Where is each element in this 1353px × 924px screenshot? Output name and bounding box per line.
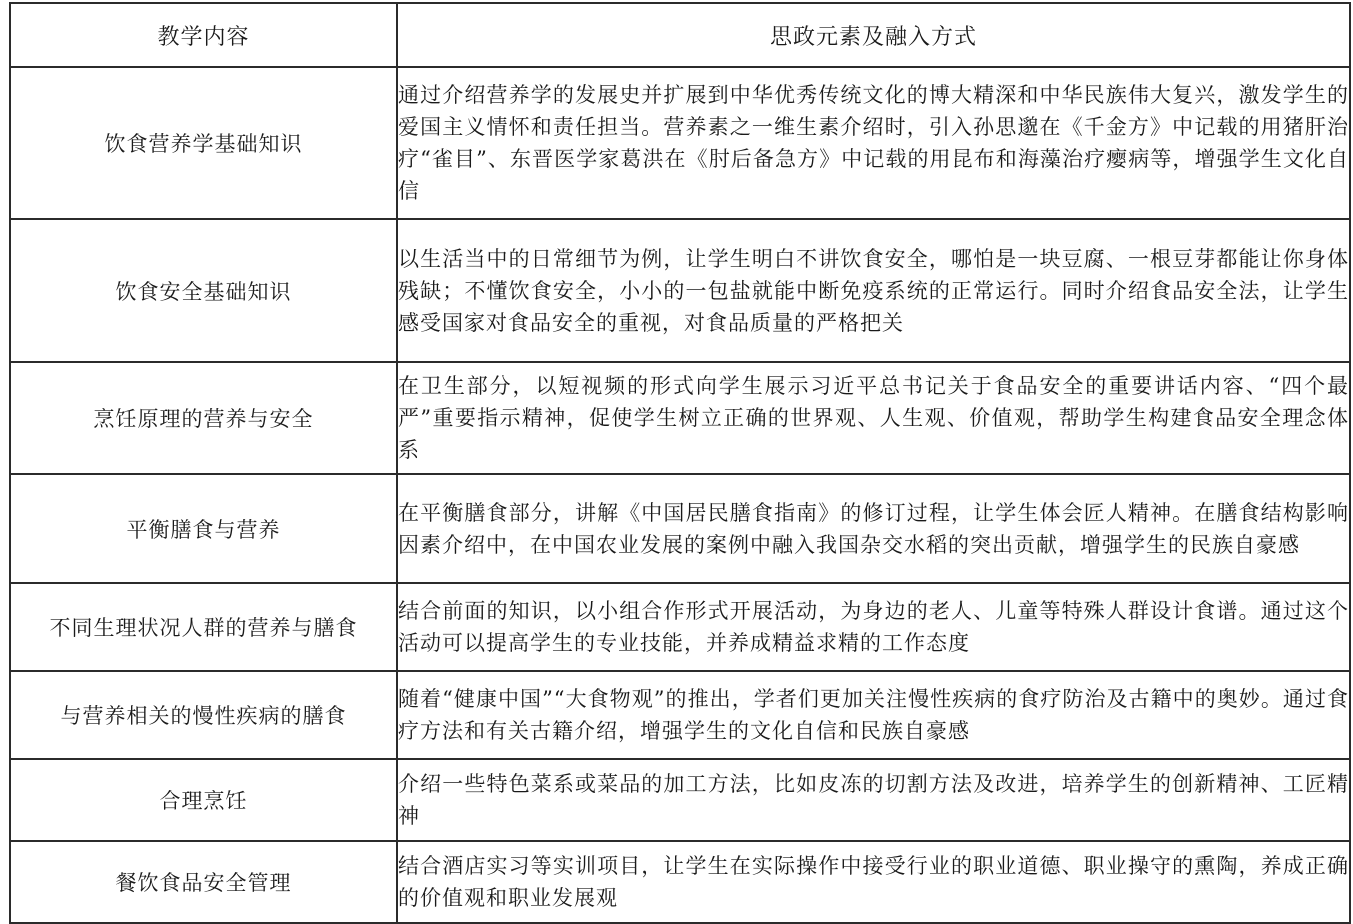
- teaching-content-cell: 与营养相关的慢性疾病的膳食: [10, 671, 397, 759]
- table-header-row: [10, 3, 1350, 67]
- teaching-content-cell: 平衡膳食与营养: [10, 474, 397, 583]
- table-row: [10, 474, 1350, 583]
- teaching-content-cell: 饮食安全基础知识: [10, 219, 397, 362]
- teaching-content-cell: 饮食营养学基础知识: [10, 67, 397, 219]
- table-row: [10, 759, 1350, 841]
- course-ideology-table: [9, 2, 1351, 924]
- table-row: [10, 219, 1350, 362]
- table-row: [10, 671, 1350, 759]
- table-row: [10, 67, 1350, 219]
- ideology-method-cell: 在平衡膳食部分，讲解《中国居民膳食指南》的修订过程，让学生体会匠人精神。在膳食结构影响因素介绍中，在中国农业发展的案例中融入我国杂交水稻的突出贡献，增强学生的民族自豪感: [397, 474, 1350, 583]
- table-row: [10, 362, 1350, 474]
- ideology-method-cell: 结合前面的知识，以小组合作形式开展活动，为身边的老人、儿童等特殊人群设计食谱。通过这个活动可以提高学生的专业技能，并养成精益求精的工作态度: [397, 583, 1350, 671]
- teaching-content-cell: 合理烹饪: [10, 759, 397, 841]
- header-teaching-content: 教学内容: [10, 3, 397, 67]
- teaching-content-cell: 不同生理状况人群的营养与膳食: [10, 583, 397, 671]
- header-ideology-elements: 思政元素及融入方式: [397, 3, 1350, 67]
- ideology-method-cell: 介绍一些特色菜系或菜品的加工方法，比如皮冻的切割方法及改进，培养学生的创新精神、工匠精神: [397, 759, 1350, 841]
- teaching-content-cell: 烹饪原理的营养与安全: [10, 362, 397, 474]
- teaching-content-cell: 餐饮食品安全管理: [10, 841, 397, 923]
- ideology-method-cell: 通过介绍营养学的发展史并扩展到中华优秀传统文化的博大精深和中华民族伟大复兴，激发学生的爱国主义情怀和责任担当。营养素之一维生素介绍时，引入孙思邈在《千金方》中记载的用猪肝治疗“雀目”、东晋医学家葛洪在《肘后备急方》中记载的用昆布和海藻治疗瘿病等，增强学生文化自信: [397, 67, 1350, 219]
- ideology-method-cell: 在卫生部分，以短视频的形式向学生展示习近平总书记关于食品安全的重要讲话内容、“四个最严”重要指示精神，促使学生树立正确的世界观、人生观、价值观，帮助学生构建食品安全理念体系: [397, 362, 1350, 474]
- ideology-method-cell: 随着“健康中国”“大食物观”的推出，学者们更加关注慢性疾病的食疗防治及古籍中的奥妙。通过食疗方法和有关古籍介绍，增强学生的文化自信和民族自豪感: [397, 671, 1350, 759]
- table-row: [10, 841, 1350, 923]
- table-row: [10, 583, 1350, 671]
- ideology-method-cell: 以生活当中的日常细节为例，让学生明白不讲饮食安全，哪怕是一块豆腐、一根豆芽都能让你身体残缺；不懂饮食安全，小小的一包盐就能中断免疫系统的正常运行。同时介绍食品安全法，让学生感受国家对食品安全的重视，对食品质量的严格把关: [397, 219, 1350, 362]
- ideology-method-cell: 结合酒店实习等实训项目，让学生在实际操作中接受行业的职业道德、职业操守的熏陶，养成正确的价值观和职业发展观: [397, 841, 1350, 923]
